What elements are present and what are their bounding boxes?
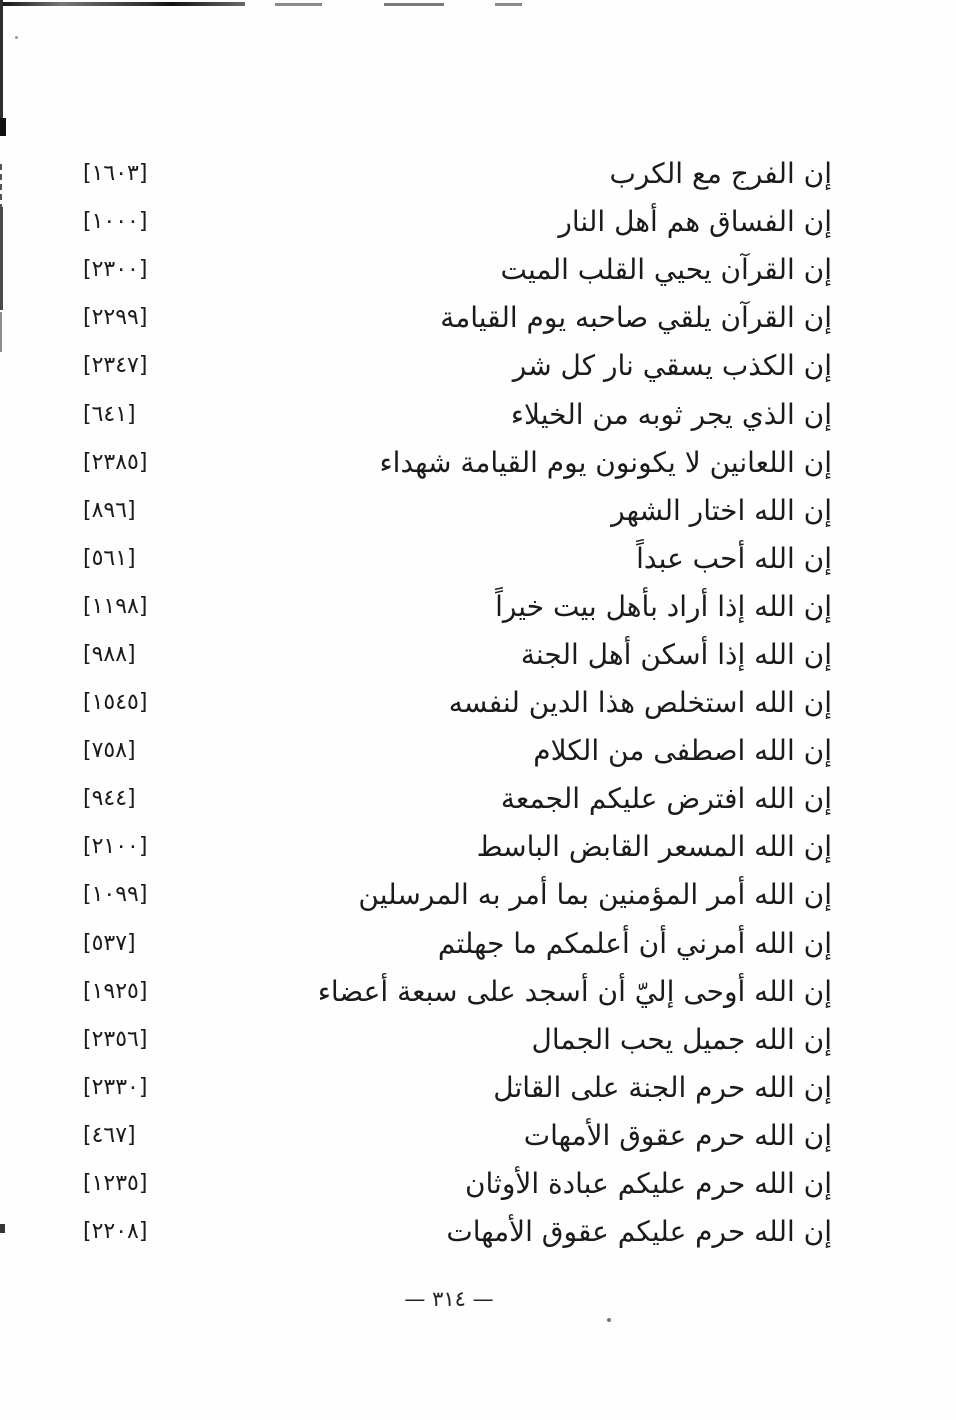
list-item [83,294,832,342]
list-item [83,727,832,775]
hadith-ref-number: [١٦٠٣] [83,161,148,187]
hadith-ref-number: [٢٣٨٥] [83,449,148,475]
list-item [83,871,832,919]
hadith-text: إن الله المسعر القابض الباسط [476,830,832,864]
list-item [83,679,832,727]
hadith-ref-number: [٥٣٧] [83,930,136,956]
hadith-text: إن الكذب يسقي نار كل شر [512,349,832,383]
hadith-ref-number: [١٥٤٥] [83,690,148,716]
scan-artifact-top-line [0,2,245,6]
hadith-text: إن الله جميل يحب الجمال [531,1022,832,1056]
hadith-text: إن الله أمر المؤمنين بما أمر به المرسلين [358,878,832,912]
list-item [83,342,832,390]
list-item [83,198,832,246]
list-item [83,150,832,198]
list-item [83,1160,832,1208]
hadith-ref-number: [٢٣٤٧] [83,353,148,379]
hadith-text: إن الله أوحى إليّ أن أسجد على سبعة أعضاء [317,974,832,1008]
list-item [83,1208,832,1256]
hadith-ref-number: [٤٦٧] [83,1122,136,1148]
scan-artifact-top-line [275,3,322,6]
hadith-text: إن الله حرم عليكم عبادة الأوثان [464,1167,832,1201]
hadith-ref-number: [١٢٣٥] [83,1171,148,1197]
hadith-text: إن الفرج مع الكرب [609,157,832,191]
hadith-ref-number: [٨٩٦] [83,497,136,523]
list-item [83,439,832,487]
hadith-text: إن الله أحب عبداً [636,541,832,575]
scan-artifact-speck [15,36,18,39]
hadith-text: إن الله اصطفى من الكلام [533,734,832,768]
scan-artifact-speck [607,1318,611,1322]
scan-artifact-left-line [0,164,2,208]
hadith-text: إن الذي يجر ثوبه من الخيلاء [510,397,832,431]
hadith-text: إن القرآن يحيي القلب الميت [500,253,832,287]
hadith-ref-number: [٦٤١] [83,401,136,427]
hadith-ref-number: [٢٣٥٦] [83,1026,148,1052]
list-item [83,968,832,1016]
hadith-text: إن الله اختار الشهر [611,493,832,527]
hadith-ref-number: [١٠٩٩] [83,882,148,908]
list-item [83,775,832,823]
hadith-ref-number: [٢٣٣٠] [83,1074,148,1100]
hadith-text: إن الفساق هم أهل النار [558,205,832,239]
list-item [83,535,832,583]
list-item [83,823,832,871]
hadith-text: إن الله إذا أراد بأهل بيت خيراً [495,589,832,623]
scan-artifact-left-line [0,312,2,352]
scan-artifact-left-line [0,0,3,136]
hadith-text: إن الله افترض عليكم الجمعة [500,782,832,816]
hadith-ref-number: [١٠٠٠] [83,209,148,235]
hadith-text: إن الله إذا أسكن أهل الجنة [520,637,832,671]
hadith-text: إن اللعانين لا يكونون يوم القيامة شهداء [379,445,832,479]
list-item [83,390,832,438]
scan-artifact-left-line [0,207,3,310]
scan-artifact-speck [0,1224,5,1233]
hadith-text: إن الله أمرني أن أعلمكم ما جهلتم [437,926,832,960]
hadith-ref-number: [١١٩٨] [83,593,148,619]
list-item [83,1064,832,1112]
list-item [83,1016,832,1064]
hadith-index-list [83,150,832,1256]
hadith-ref-number: [٢٢٠٨] [83,1219,148,1245]
hadith-text: إن الله حرم عقوق الأمهات [523,1118,832,1152]
list-item [83,631,832,679]
hadith-ref-number: [٥٦١] [83,545,136,571]
hadith-ref-number: [٩٤٤] [83,786,136,812]
scan-artifact-left-line [0,118,6,136]
hadith-text: إن الله حرم الجنة على القاتل [493,1070,832,1104]
list-item [83,920,832,968]
list-item [83,1112,832,1160]
page-number: — ٣١٤ — [404,1287,494,1311]
hadith-ref-number: [٢١٠٠] [83,834,148,860]
hadith-text: إن الله حرم عليكم عقوق الأمهات [446,1215,832,1249]
list-item [83,246,832,294]
hadith-ref-number: [٢٢٩٩] [83,305,148,331]
hadith-ref-number: [٢٣٠٠] [83,257,148,283]
list-item [83,583,832,631]
list-item [83,487,832,535]
hadith-text: إن القرآن يلقي صاحبه يوم القيامة [440,301,832,335]
hadith-text: إن الله استخلص هذا الدين لنفسه [448,686,832,720]
scan-artifact-top-line [384,3,444,6]
hadith-ref-number: [١٩٢٥] [83,978,148,1004]
scan-artifact-top-line [495,3,522,6]
hadith-ref-number: [٩٨٨] [83,641,136,667]
hadith-ref-number: [٧٥٨] [83,738,136,764]
